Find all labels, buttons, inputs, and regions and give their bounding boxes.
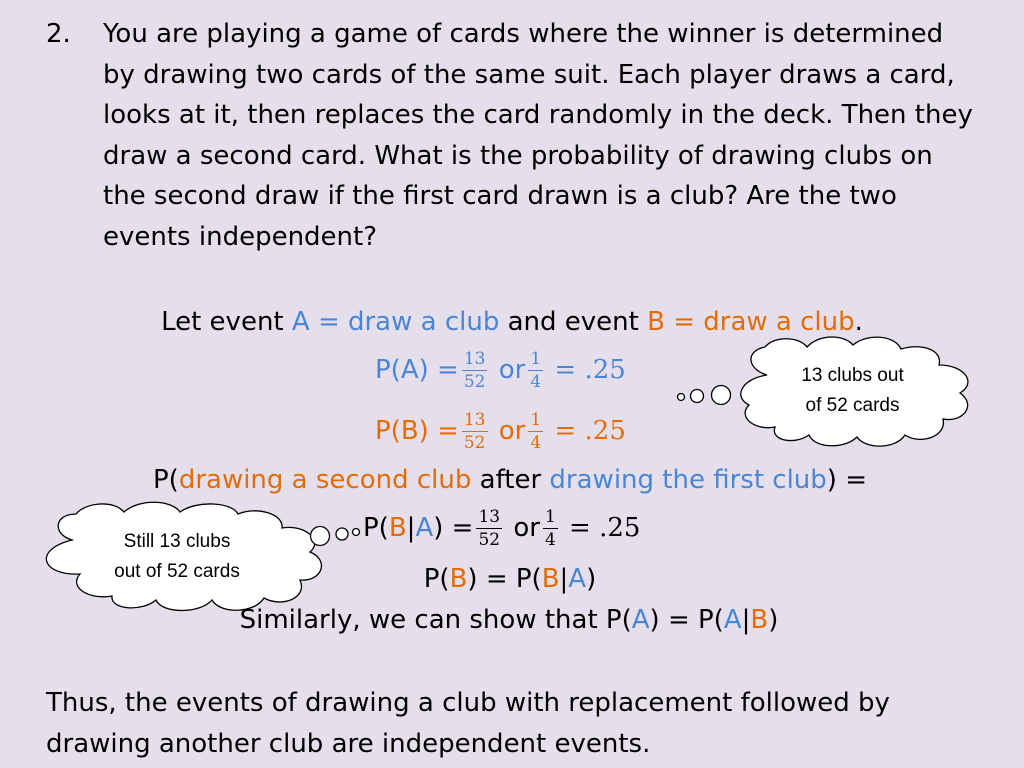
sim-b2: B: [750, 605, 769, 635]
pba-a: A: [415, 513, 434, 543]
pb-result: = .25: [554, 416, 626, 446]
eq-a2: A: [568, 564, 587, 594]
pa-denominator-2: 4: [530, 372, 542, 392]
sim-a1: A: [631, 605, 650, 635]
pa-fraction: [462, 350, 488, 391]
probability-a-line: [375, 345, 626, 395]
eq-close: ): [586, 564, 597, 594]
eq-b2: B: [541, 564, 560, 594]
pb-numerator: 13: [463, 410, 486, 430]
cloud-left-text: [72, 527, 282, 587]
event-a-definition: A = draw a club: [291, 307, 500, 337]
eq-p1: P(: [423, 564, 450, 594]
pa-numerator-2: 1: [530, 349, 542, 369]
cloud-left-line2: out of 52 cards: [114, 561, 240, 582]
eq-mid: ) = P(: [467, 564, 542, 594]
thought-bubble-medium: [336, 528, 348, 540]
conditional-description-line: [0, 460, 1022, 501]
thought-bubble-large: [712, 386, 731, 405]
cloud-right-text: [760, 361, 945, 421]
conditional-probability-line: [363, 503, 640, 553]
pba-bar: |: [406, 513, 416, 543]
pa-fraction-simplified: [528, 350, 543, 391]
cond-after: after: [471, 465, 550, 495]
cloud-right-line2: of 52 cards: [805, 395, 900, 416]
thought-bubble-large: [311, 527, 330, 546]
pb-denominator-2: 4: [530, 433, 542, 453]
event-b-definition: B = draw a club: [647, 307, 855, 337]
cond-suffix: ) =: [826, 465, 867, 495]
sim-close: ): [768, 605, 779, 635]
pb-label: P(B) =: [375, 416, 459, 446]
pb-fraction-simplified: [528, 411, 543, 452]
thought-bubble-small: [678, 394, 685, 401]
pba-fraction-simplified: [543, 508, 558, 549]
pb-numerator-2: 1: [530, 410, 542, 430]
pba-b: B: [388, 513, 407, 543]
problem-text: You are playing a game of cards where the winner is determined by drawing two cards of the same suit. Each player draws a card, looks at it, then replaces the card randomly in the deck. Then they draw a second card. What is the probability of drawing clubs on the second draw if the first card drawn is a club? Are the two events independent?: [103, 19, 973, 252]
pba-or: or: [513, 513, 540, 543]
probability-b-line: [375, 406, 626, 456]
let-middle: and event: [499, 307, 648, 337]
pa-or: or: [498, 355, 526, 385]
eq-bar: |: [559, 564, 569, 594]
thought-bubble-small: [353, 529, 360, 536]
pb-fraction: [462, 411, 488, 452]
pba-close: ) =: [433, 513, 474, 543]
pa-numerator: 13: [463, 349, 486, 369]
cloud-right-line1: 13 clubs out: [801, 365, 904, 386]
pba-p: P(: [363, 513, 389, 543]
pa-denominator: 52: [463, 372, 486, 392]
problem-number: 2.: [46, 19, 71, 49]
pba-result: = .25: [569, 513, 641, 543]
cond-first-club: drawing the first club: [549, 465, 827, 495]
let-suffix: .: [854, 307, 863, 337]
sim-mid: ) = P(: [649, 605, 724, 635]
conclusion-text: Thus, the events of drawing a club with replacement followed by drawing another club are independent events.: [46, 688, 890, 759]
cloud-left-line1: Still 13 clubs: [123, 531, 231, 552]
pba-numerator: 13: [478, 507, 501, 527]
pb-denominator: 52: [463, 433, 486, 453]
thought-bubble-medium: [691, 390, 704, 403]
sim-prefix: Similarly, we can show that P(: [239, 605, 632, 635]
sim-bar: |: [741, 605, 751, 635]
cond-second-club: drawing a second club: [178, 465, 472, 495]
pa-label: P(A) =: [375, 355, 459, 385]
sim-a2: A: [723, 605, 742, 635]
pba-denominator: 52: [478, 530, 501, 550]
pba-numerator-2: 1: [544, 507, 556, 527]
let-prefix: Let event: [161, 307, 292, 337]
eq-b1: B: [449, 564, 468, 594]
pa-result: = .25: [554, 355, 626, 385]
pba-fraction: [476, 508, 502, 549]
cond-prefix: P(: [152, 465, 179, 495]
pba-denominator-2: 4: [544, 530, 556, 550]
pb-or: or: [498, 416, 526, 446]
